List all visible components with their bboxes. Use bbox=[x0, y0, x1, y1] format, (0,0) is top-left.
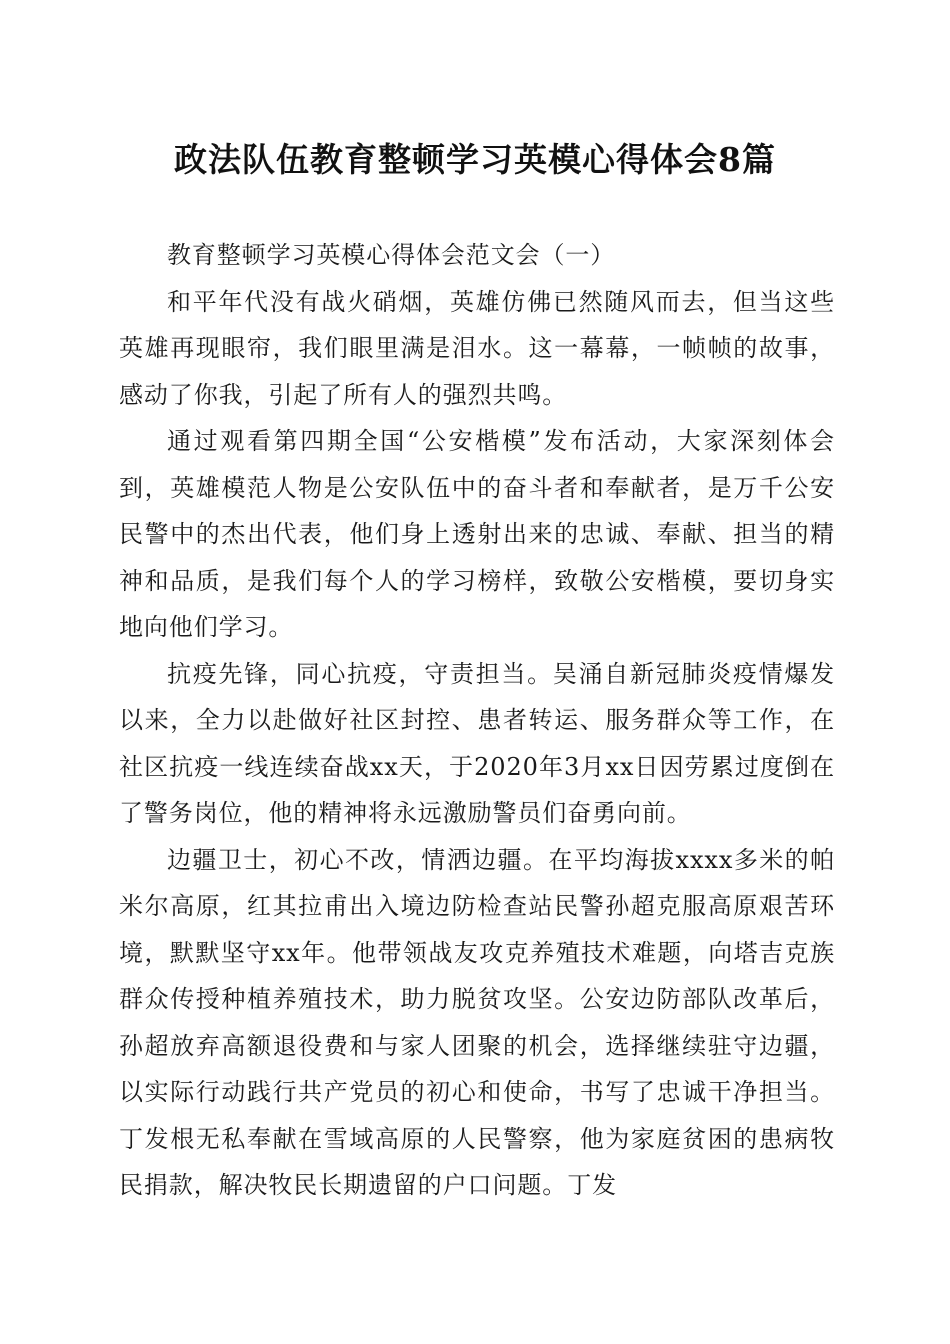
document-body bbox=[119, 232, 835, 1209]
document-title: 政法队伍教育整顿学习英模心得体会8篇 bbox=[174, 140, 776, 179]
paragraph: 和平年代没有战火硝烟，英雄仿佛已然随风而去，但当这些英雄再现眼帘，我们眼里满是泪水。这一幕幕，一帧帧的故事，感动了你我，引起了所有人的强烈共鸣。 bbox=[119, 287, 835, 409]
paragraph: 抗疫先锋，同心抗疫，守责担当。吴涌自新冠肺炎疫情爆发以来，全力以赴做好社区封控、患者转运、服务群众等工作，在社区抗疫一线连续奋战xx天，于2020年3月xx日因劳累过度倒在了警务岗位，他的精神将永远激励警员们奋勇向前。 bbox=[119, 659, 835, 827]
paragraph: 边疆卫士，初心不改，情洒边疆。在平均海拔xxxx多米的帕米尔高原，红其拉甫出入境边防检查站民警孙超克服高原艰苦环境，默默坚守xx年。他带领战友攻克养殖技术难题，向塔吉克族群众传授种植养殖技术，助力脱贫攻坚。公安边防部队改革后，孙超放弃高额退役费和与家人团聚的机会，选择继续驻守边疆，以实际行动践行共产党员的初心和使命，书写了忠诚干净担当。丁发根无私奉献在雪域高原的人民警察，他为家庭贫困的患病牧民捐款，解决牧民长期遗留的户口问题。丁发 bbox=[119, 845, 835, 1199]
paragraph: 通过观看第四期全国“公安楷模”发布活动，大家深刻体会到，英雄模范人物是公安队伍中的奋斗者和奉献者，是万千公安民警中的杰出代表，他们身上透射出来的忠诚、奉献、担当的精神和品质，是我们每个人的学习榜样，致敬公安楷模，要切身实地向他们学习。 bbox=[119, 427, 835, 641]
section-heading: 教育整顿学习英模心得体会范文会（一） bbox=[167, 241, 616, 269]
